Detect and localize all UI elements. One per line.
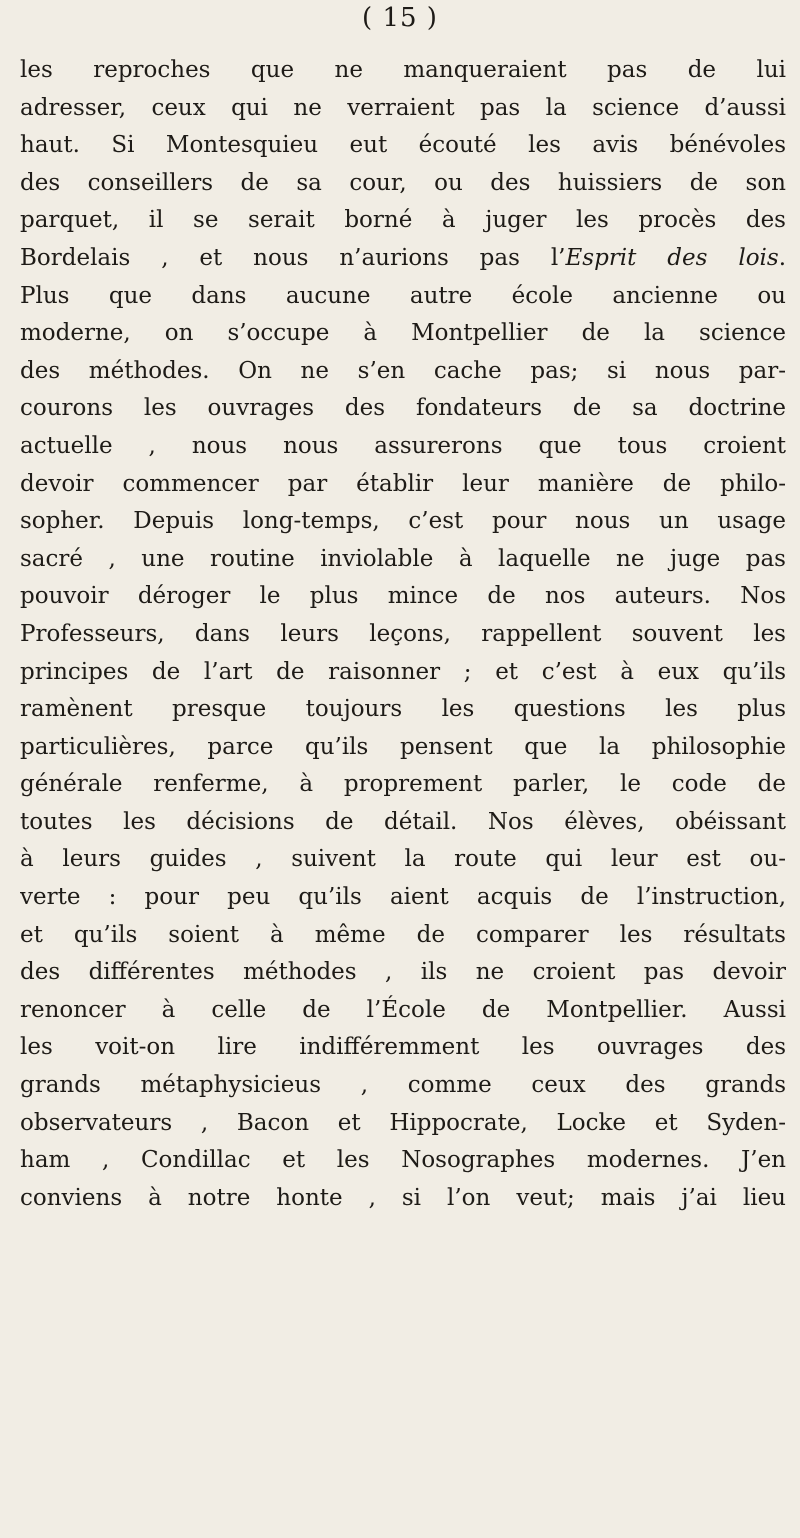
text-line (20, 240, 786, 278)
text-run: conviens à notre honte , si l’on veut; mais j’ai lieu (20, 1184, 786, 1211)
text-run: générale renferme, à proprement parler, le code de (20, 771, 786, 798)
text-run: ramènent presque toujours les questions les plus (20, 696, 786, 723)
text-run: observateurs , Bacon et Hippocrate, Locke et Syden- (20, 1109, 786, 1136)
text-run: verte : pour peu qu’ils aient acquis de l’instruction, (20, 884, 786, 911)
text-line (20, 315, 786, 353)
text-line (20, 1180, 786, 1218)
text-run: les voit-on lire indifféremment les ouvrages des (20, 1034, 786, 1061)
text-line (20, 578, 786, 616)
text-run: sopher. Depuis long-temps, c’est pour nous un usage (20, 508, 786, 535)
text-line (20, 390, 786, 428)
text-run: Plus que dans aucune autre école ancienne ou (20, 282, 786, 309)
text-line (20, 691, 786, 729)
text-run: et qu’ils soient à même de comparer les résultats (20, 921, 786, 948)
text-line (20, 165, 786, 203)
text-run: des méthodes. On ne s’en cache pas; si nous par- (20, 357, 786, 384)
text-line (20, 428, 786, 466)
text-run: moderne, on s’occupe à Montpellier de la science (20, 320, 786, 347)
text-run: à leurs guides , suivent la route qui leur est ou- (20, 846, 786, 873)
text-line (20, 541, 786, 579)
text-run: parquet, il se serait borné à juger les procès des (20, 207, 786, 234)
text-line (20, 466, 786, 504)
text-line (20, 917, 786, 955)
text-line (20, 202, 786, 240)
book-title-italic: Esprit des lois (565, 244, 779, 271)
text-run: particulières, parce qu’ils pensent que la philosophie (20, 733, 786, 760)
text-line (20, 52, 786, 90)
text-line (20, 90, 786, 128)
text-line (20, 1029, 786, 1067)
text-run: adresser, ceux qui ne verraient pas la science d’aussi (20, 94, 786, 121)
text-run: les reproches que ne manqueraient pas de lui (20, 57, 786, 83)
text-run: devoir commencer par établir leur manière de philo- (20, 470, 786, 497)
text-run: courons les ouvrages des fondateurs de sa doctrine (20, 395, 786, 422)
text-line (20, 1105, 786, 1143)
text-line (20, 654, 786, 692)
text-line (20, 992, 786, 1030)
text-run: Professeurs, dans leurs leçons, rappellent souvent les (20, 620, 786, 647)
text-run: principes de l’art de raisonner ; et c’est à eux qu’ils (20, 658, 786, 685)
text-line (20, 879, 786, 917)
text-run: grands métaphysicieus , comme ceux des grands (20, 1072, 786, 1099)
body-text (20, 52, 786, 1217)
text-line (20, 127, 786, 165)
text-line (20, 804, 786, 842)
text-line (20, 353, 786, 391)
page-number: ( 15 ) (362, 3, 438, 33)
text-run: des conseillers de sa cour, ou des huissiers de son (20, 169, 786, 196)
text-line (20, 1067, 786, 1105)
text-line (20, 278, 786, 316)
text-line (20, 616, 786, 654)
text-run: Bordelais , et nous n’aurions pas l’ (20, 244, 566, 271)
text-run: ham , Condillac et les Nosographes modernes. J’en (20, 1147, 786, 1174)
text-run: sacré , une routine inviolable à laquelle ne juge pas (20, 545, 786, 572)
text-line (20, 1142, 786, 1180)
text-line (20, 503, 786, 541)
text-run: . (778, 244, 786, 271)
text-line (20, 729, 786, 767)
text-run: des différentes méthodes , ils ne croient pas devoir (20, 959, 786, 986)
text-line (20, 954, 786, 992)
text-line (20, 841, 786, 879)
text-line (20, 766, 786, 804)
text-run: toutes les décisions de détail. Nos élèves, obéissant (20, 808, 786, 835)
text-run: actuelle , nous nous assurerons que tous croient (20, 432, 786, 459)
text-run: renoncer à celle de l’École de Montpellier. Aussi (20, 996, 786, 1023)
text-run: haut. Si Montesquieu eut écouté les avis bénévoles (20, 132, 786, 159)
text-run: pouvoir déroger le plus mince de nos auteurs. Nos (20, 583, 786, 610)
